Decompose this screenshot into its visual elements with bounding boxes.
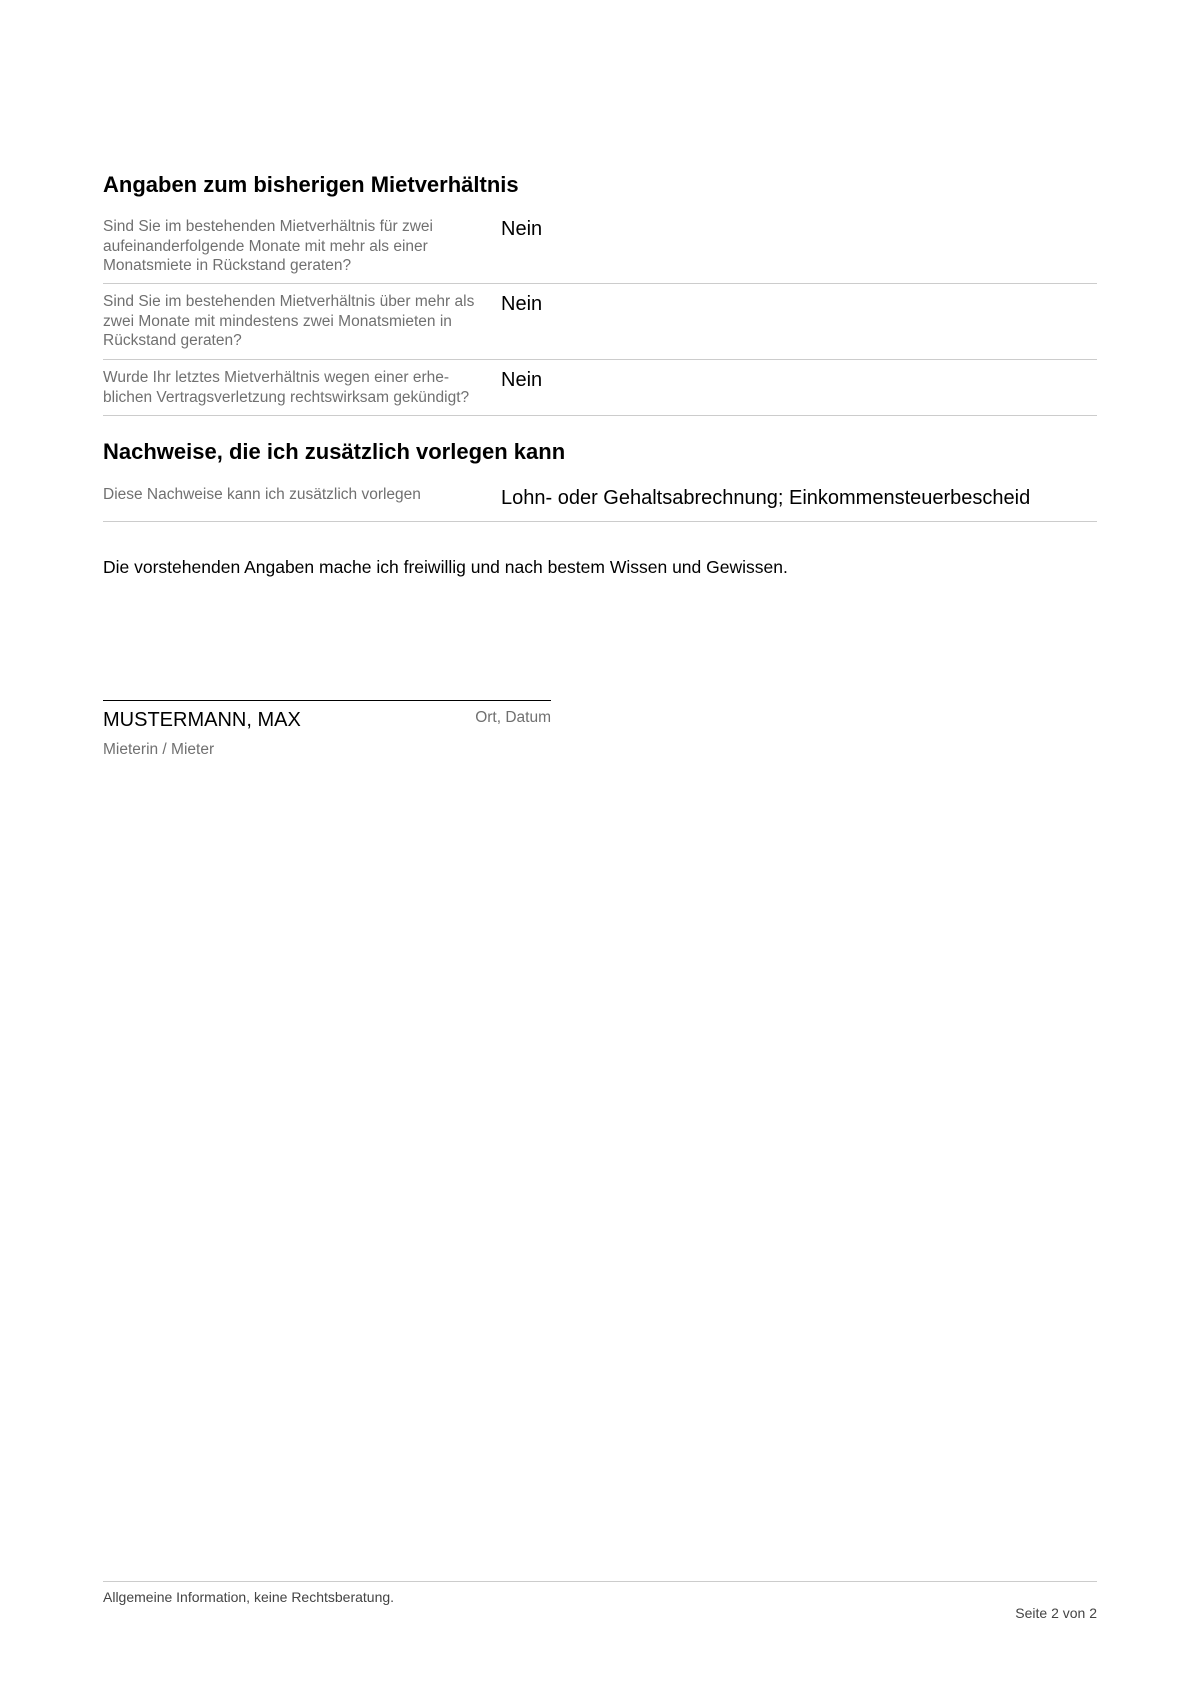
- document-page: [103, 0, 1097, 1683]
- question-label: Sind Sie im bestehenden Mietverhältnis über mehr als zwei Monate mit mindestens zwei Monatsmieten in Rückstand geraten?: [103, 293, 475, 349]
- page-number: Seite 2 von 2: [1015, 1605, 1097, 1621]
- signer-name: MUSTERMANN, MAX: [103, 709, 301, 731]
- question-label: Wurde Ihr letztes Mietverhältnis wegen einer erhe-blichen Vertragsverletzung rechtswirksam gekündigt?: [103, 369, 470, 406]
- form-row-proofs: [103, 485, 1097, 522]
- section-title-rental: Angaben zum bisherigen Mietverhältnis: [103, 172, 519, 197]
- section-title-proofs: Nachweise, die ich zusätzlich vorlegen kann: [103, 439, 566, 464]
- footer-divider: [103, 1581, 1097, 1582]
- form-row-termination: [103, 368, 1097, 416]
- answer-value: Nein: [501, 293, 543, 315]
- signer-role: Mieterin / Mieter: [103, 741, 215, 758]
- answer-value: Lohn- oder Gehaltsabrechnung; Einkommensteuerbescheid: [501, 487, 1031, 509]
- form-row-arrears-two-months: [103, 292, 1097, 360]
- footer-disclaimer: Allgemeine Information, keine Rechtsberatung.: [103, 1589, 395, 1605]
- signature-line: [103, 700, 551, 701]
- answer-value: Nein: [501, 218, 543, 240]
- place-date-label: Ort, Datum: [475, 709, 551, 726]
- form-row-arrears-two-consecutive: [103, 217, 1097, 284]
- question-label: Sind Sie im bestehenden Mietverhältnis für zwei aufeinanderfolgende Monate mit mehr als einer Monatsmiete in Rückstand geraten?: [103, 218, 433, 274]
- declaration-statement: Die vorstehenden Angaben mache ich freiwillig und nach bestem Wissen und Gewissen.: [103, 557, 788, 577]
- question-label: Diese Nachweise kann ich zusätzlich vorlegen: [103, 486, 421, 503]
- answer-value: Nein: [501, 369, 543, 391]
